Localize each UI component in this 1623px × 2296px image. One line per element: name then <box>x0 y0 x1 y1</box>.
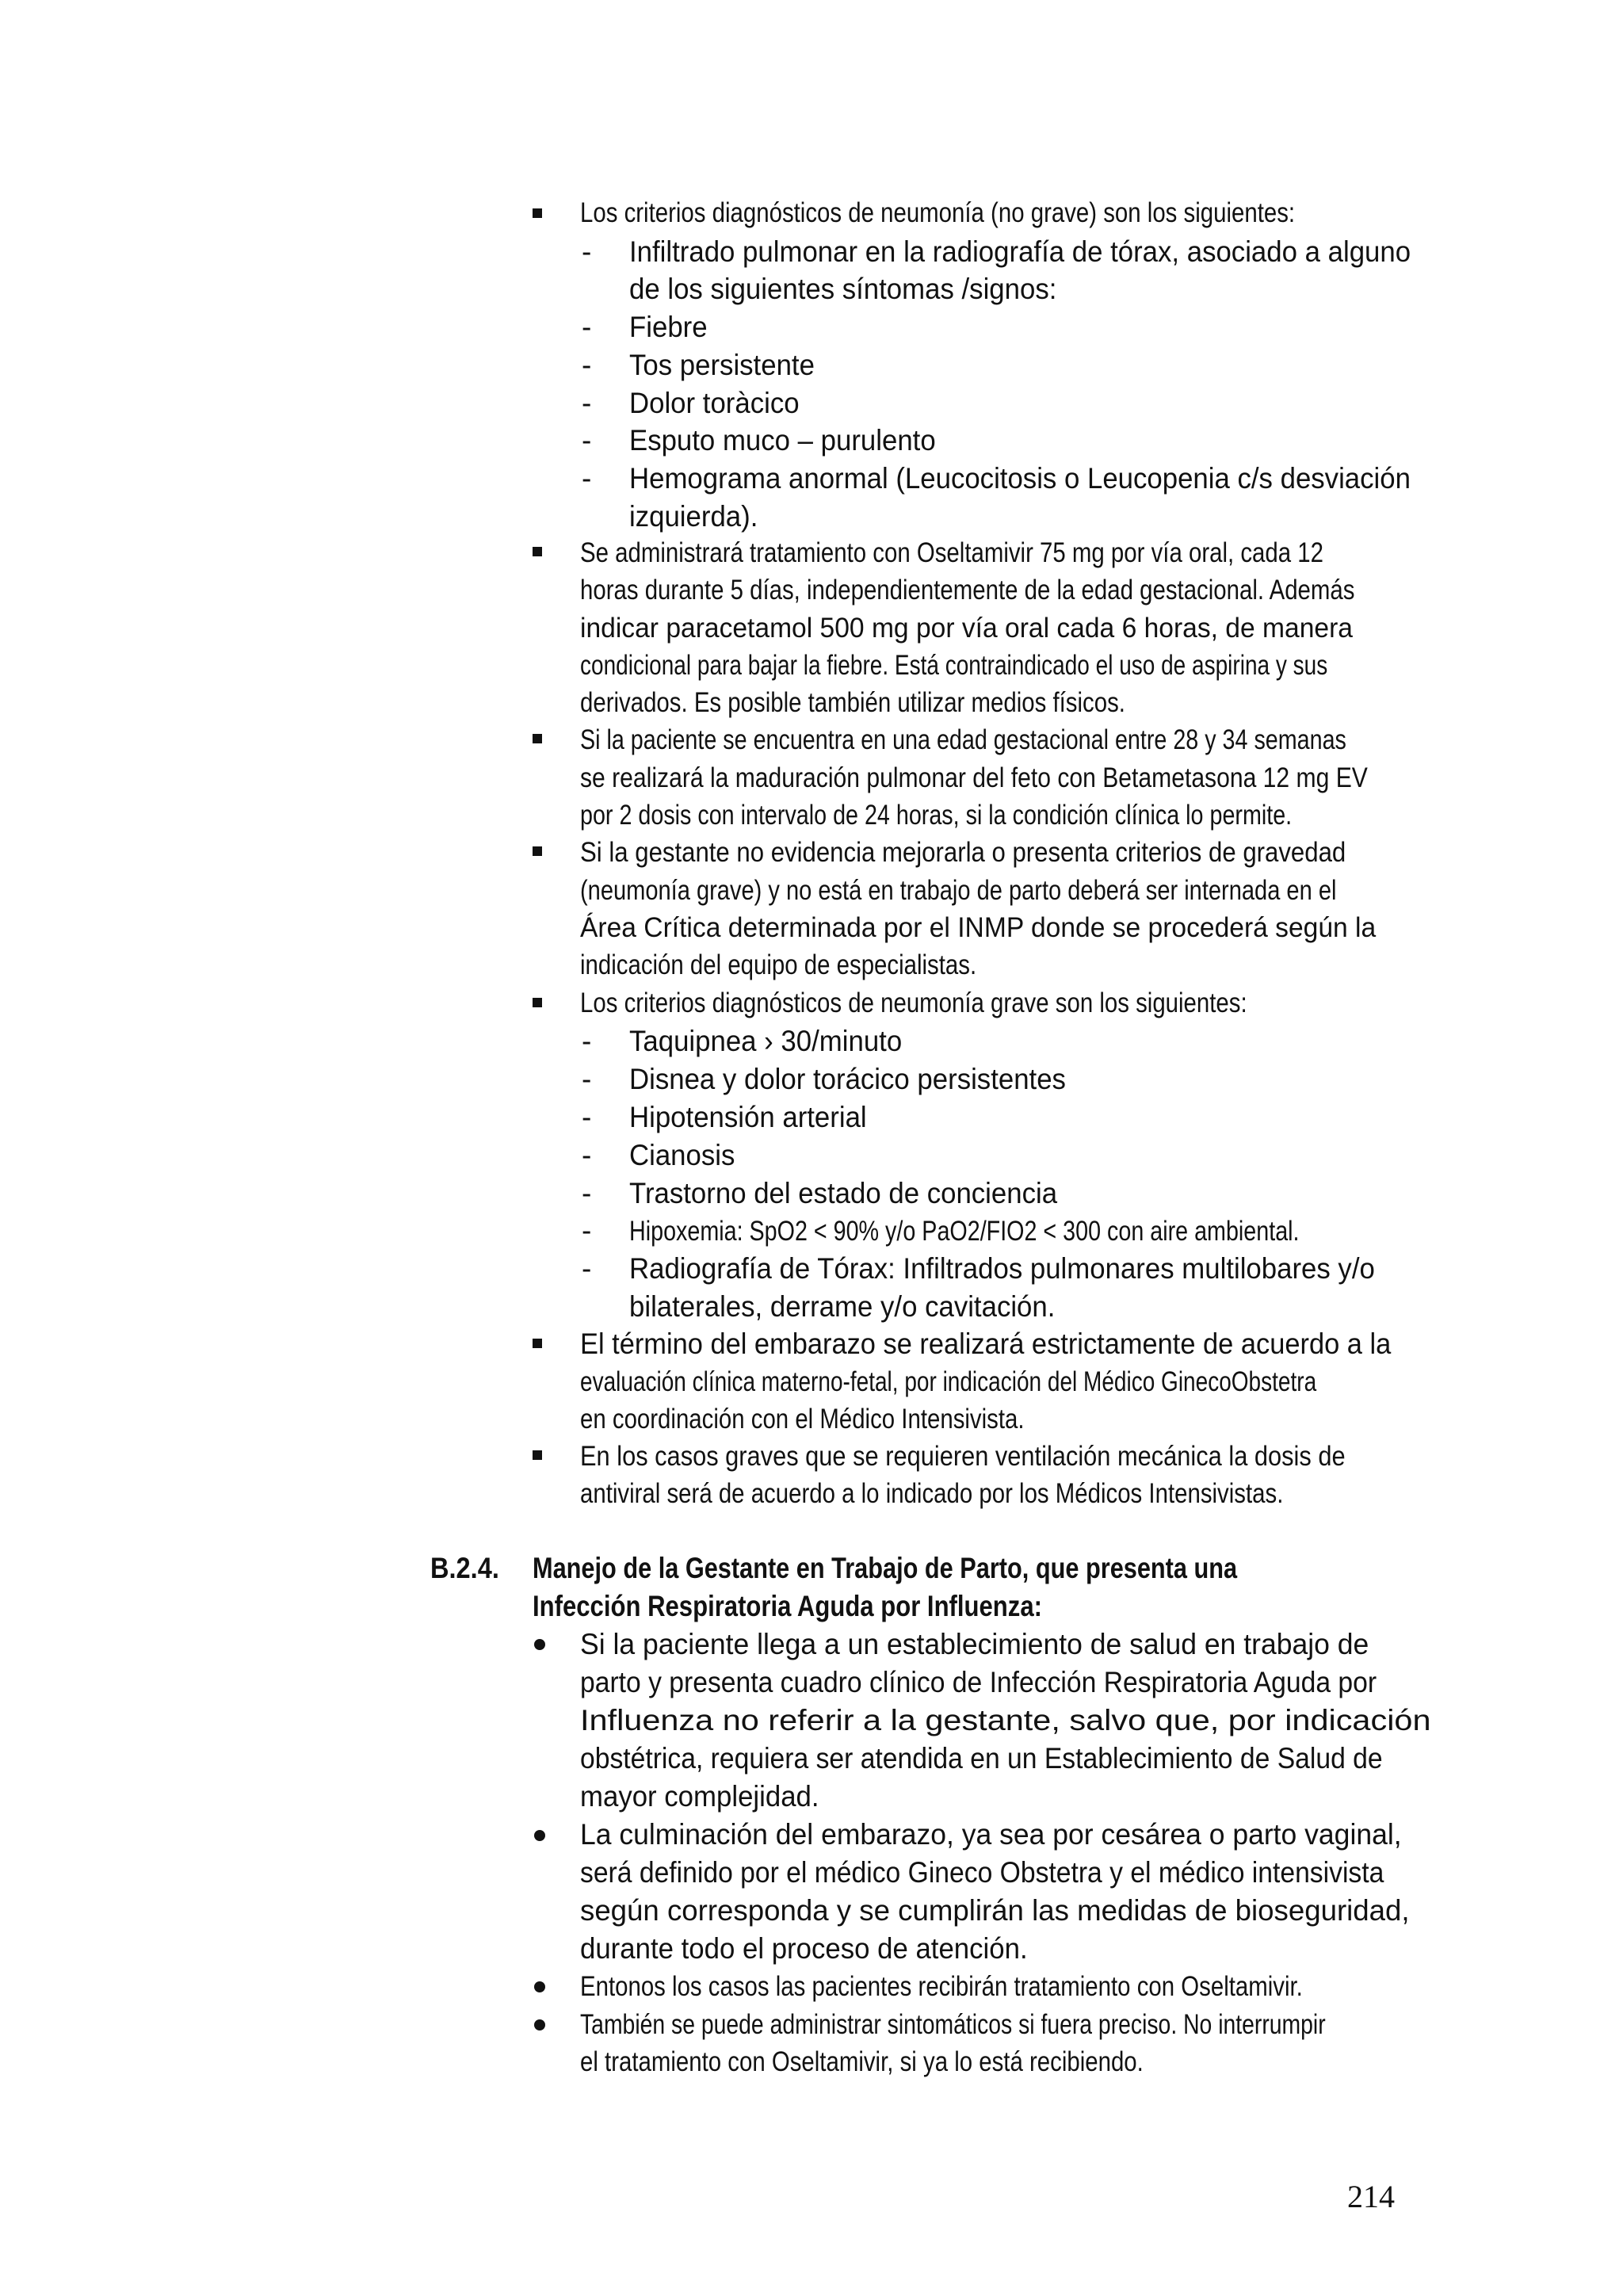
round-bullet-icon <box>534 1830 545 1841</box>
criteria-item: Tos persistente <box>629 349 815 381</box>
paragraph-line: antiviral será de acuerdo a lo indicado por los Médicos Intensivistas. <box>580 1478 1284 1509</box>
criteria-intro: Los criterios diagnósticos de neumonía grave son los siguientes: <box>580 988 1247 1018</box>
paragraph-line: horas durante 5 días, independientemente de la edad gestacional. Además <box>580 575 1355 606</box>
paragraph-line: Influenza no referir a la gestante, salvo que, por indicación <box>580 1704 1431 1736</box>
paragraph-line: La culminación del embarazo, ya sea por cesárea o parto vaginal, <box>580 1818 1402 1851</box>
dash-bullet-icon: - <box>582 1025 592 1057</box>
dash-bullet-icon: - <box>582 387 592 419</box>
paragraph-line: Si la gestante no evidencia mejorarla o presenta criterios de gravedad <box>580 837 1346 868</box>
criteria-item: Infiltrado pulmonar en la radiografía de tórax, asociado a alguno <box>629 235 1411 268</box>
dash-bullet-icon: - <box>582 1139 592 1171</box>
criteria-item: Trastorno del estado de conciencia <box>629 1177 1058 1209</box>
square-bullet-icon <box>533 998 542 1007</box>
paragraph-line: Si la paciente llega a un establecimiento de salud en trabajo de <box>580 1628 1369 1660</box>
paragraph-line: obstétrica, requiera ser atendida en un Establecimiento de Salud de <box>580 1742 1383 1775</box>
section-number: B.2.4. <box>430 1552 499 1584</box>
paragraph-line: Área Crítica determinada por el INMP donde se procederá según la <box>580 912 1377 943</box>
paragraph-line: Se administrará tratamiento con Oseltamivir 75 mg por vía oral, cada 12 <box>580 537 1323 568</box>
dash-bullet-icon: - <box>582 311 592 343</box>
criteria-item: Hipoxemia: SpO2 < 90% y/o PaO2/FIO2 < 300 con aire ambiental. <box>629 1216 1300 1247</box>
paragraph-line: Si la paciente se encuentra en una edad gestacional entre 28 y 34 semanas <box>580 724 1346 755</box>
criteria-item: Disnea y dolor torácico persistentes <box>629 1063 1066 1095</box>
dash-bullet-icon: - <box>582 349 592 381</box>
round-bullet-icon <box>534 2019 545 2030</box>
square-bullet-icon <box>533 547 542 556</box>
paragraph-line: El término del embarazo se realizará estrictamente de acuerdo a la <box>580 1328 1392 1360</box>
square-bullet-icon <box>533 846 542 856</box>
paragraph-line: También se puede administrar sintomáticos si fuera preciso. No interrumpir <box>580 2009 1326 2040</box>
criteria-item-cont: de los siguientes síntomas /signos: <box>629 273 1057 305</box>
paragraph-line: se realizará la maduración pulmonar del feto con Betametasona 12 mg EV <box>580 762 1368 793</box>
paragraph-line: evaluación clínica materno-fetal, por indicación del Médico GinecoObstetra <box>580 1366 1317 1397</box>
criteria-item: Radiografía de Tórax: Infiltrados pulmonares multilobares y/o <box>629 1252 1375 1285</box>
dash-bullet-icon: - <box>582 1063 592 1095</box>
criteria-item: Cianosis <box>629 1139 735 1171</box>
paragraph-line: el tratamiento con Oseltamivir, si ya lo está recibiendo. <box>580 2046 1144 2077</box>
paragraph-line: según corresponda y se cumplirán las medidas de bioseguridad, <box>580 1894 1410 1927</box>
square-bullet-icon <box>533 1339 542 1348</box>
paragraph-line: indicar paracetamol 500 mg por vía oral cada 6 horas, de manera <box>580 613 1353 644</box>
dash-bullet-icon: - <box>582 1252 592 1285</box>
paragraph-line: mayor complejidad. <box>580 1780 819 1813</box>
criteria-item: Taquipnea › 30/minuto <box>629 1025 903 1057</box>
criteria-item: Fiebre <box>629 311 708 343</box>
square-bullet-icon <box>533 208 542 218</box>
paragraph-line: será definido por el médico Gineco Obstetra y el médico intensivista <box>580 1856 1384 1889</box>
dash-bullet-icon: - <box>582 235 592 268</box>
paragraph-line: Entonos los casos las pacientes recibirán tratamiento con Oseltamivir. <box>580 1971 1303 2002</box>
paragraph-line: indicación del equipo de especialistas. <box>580 949 977 980</box>
criteria-item-cont: bilaterales, derrame y/o cavitación. <box>629 1290 1056 1323</box>
criteria-item: Esputo muco – purulento <box>629 424 936 457</box>
dash-bullet-icon: - <box>582 1214 592 1247</box>
page-number: 214 <box>1347 2179 1395 2214</box>
paragraph-line: en coordinación con el Médico Intensivista. <box>580 1404 1025 1435</box>
section-heading-cont: Infección Respiratoria Aguda por Influenza: <box>533 1590 1042 1622</box>
round-bullet-icon <box>534 1639 545 1650</box>
dash-bullet-icon: - <box>582 462 592 495</box>
paragraph-line: por 2 dosis con intervalo de 24 horas, si la condición clínica lo permite. <box>580 800 1293 831</box>
section-heading: Manejo de la Gestante en Trabajo de Parto, que presenta una <box>533 1552 1238 1584</box>
criteria-item: Hipotensión arterial <box>629 1101 867 1133</box>
paragraph-line: derivados. Es posible también utilizar medios físicos. <box>580 687 1125 718</box>
square-bullet-icon <box>533 1450 542 1460</box>
dash-bullet-icon: - <box>582 1101 592 1133</box>
dash-bullet-icon: - <box>582 1177 592 1209</box>
paragraph-line: durante todo el proceso de atención. <box>580 1932 1028 1965</box>
criteria-item: Dolor toràcico <box>629 387 800 419</box>
dash-bullet-icon: - <box>582 424 592 457</box>
paragraph-line: parto y presenta cuadro clínico de Infección Respiratoria Aguda por <box>580 1666 1377 1698</box>
criteria-item: Hemograma anormal (Leucocitosis o Leucopenia c/s desviación <box>629 462 1411 495</box>
criteria-intro: Los criterios diagnósticos de neumonía (no grave) son los siguientes: <box>580 197 1296 228</box>
square-bullet-icon <box>533 734 542 743</box>
paragraph-line: (neumonía grave) y no está en trabajo de parto deberá ser internada en el <box>580 875 1337 906</box>
round-bullet-icon <box>534 1981 545 1992</box>
paragraph-line: En los casos graves que se requieren ventilación mecánica la dosis de <box>580 1441 1346 1472</box>
paragraph-line: condicional para bajar la fiebre. Está contraindicado el uso de aspirina y sus <box>580 650 1328 681</box>
criteria-item-cont: izquierda). <box>629 500 758 533</box>
